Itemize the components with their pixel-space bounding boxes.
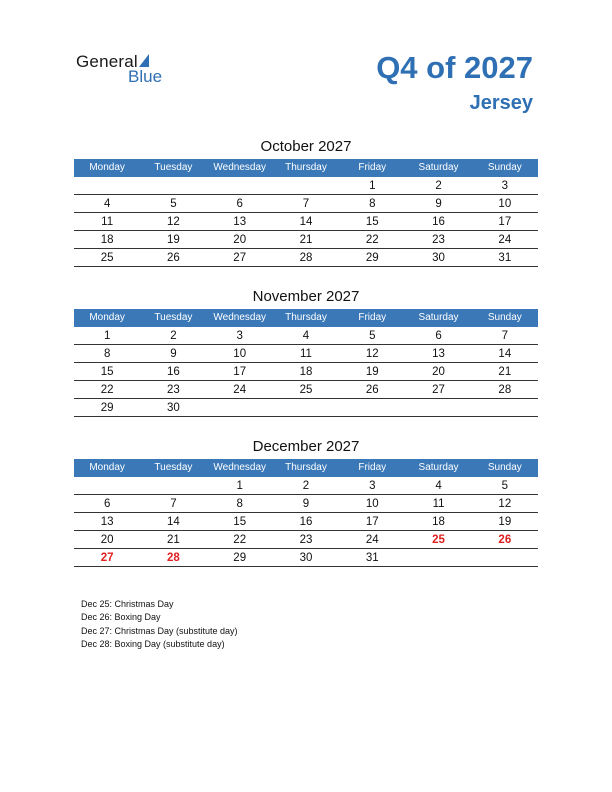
day-cell: 26 bbox=[167, 252, 180, 264]
day-cell: 3 bbox=[501, 180, 509, 192]
day-cell bbox=[472, 550, 538, 566]
weekday-header bbox=[74, 309, 538, 327]
day-cell bbox=[140, 178, 206, 194]
week-row bbox=[74, 346, 538, 363]
day-cell: 1 bbox=[103, 330, 111, 342]
day-cell: 21 bbox=[299, 234, 313, 246]
day-cell: 17 bbox=[498, 216, 512, 228]
week-row bbox=[74, 364, 538, 381]
day-cell: 27 bbox=[100, 552, 114, 564]
day-cell: 1 bbox=[369, 180, 376, 192]
month-title: October 2027 bbox=[260, 138, 352, 155]
day-cell: 9 bbox=[302, 498, 310, 510]
day-cell bbox=[472, 400, 538, 416]
day-cell bbox=[207, 400, 273, 416]
week-row bbox=[74, 178, 538, 195]
day-cell: 16 bbox=[432, 216, 445, 228]
day-cell bbox=[339, 400, 405, 416]
weekday-header bbox=[74, 459, 538, 477]
week-row bbox=[74, 232, 538, 249]
day-cell: 29 bbox=[100, 402, 114, 414]
day-cell: 16 bbox=[167, 366, 180, 378]
day-cell: 21 bbox=[167, 534, 180, 546]
weekday-label: Sunday bbox=[487, 312, 522, 323]
day-cell: 22 bbox=[100, 384, 114, 396]
day-cell: 8 bbox=[236, 498, 243, 510]
day-cell: 26 bbox=[365, 384, 379, 396]
day-cell: 25 bbox=[299, 384, 313, 396]
day-cell: 6 bbox=[435, 330, 442, 342]
day-cell: 28 bbox=[299, 252, 313, 264]
day-cell: 28 bbox=[167, 552, 180, 564]
day-cell: 9 bbox=[435, 198, 442, 210]
day-cell: 23 bbox=[167, 384, 180, 396]
day-cell: 1 bbox=[236, 480, 243, 492]
weekday-label: Thursday bbox=[285, 312, 327, 323]
day-cell: 3 bbox=[369, 480, 376, 492]
day-cell: 30 bbox=[299, 552, 313, 564]
day-cell: 18 bbox=[432, 516, 445, 528]
day-cell: 7 bbox=[501, 330, 509, 342]
page-title: Q4 of 2027 bbox=[376, 50, 533, 85]
day-cell: 24 bbox=[498, 234, 512, 246]
day-cell: 29 bbox=[365, 252, 379, 264]
weekday-label: Tuesday bbox=[154, 162, 193, 173]
day-cell: 10 bbox=[365, 498, 379, 510]
day-cell: 22 bbox=[233, 534, 247, 546]
day-cell bbox=[140, 478, 206, 494]
day-cell: 8 bbox=[103, 348, 111, 360]
day-cell: 19 bbox=[167, 234, 180, 246]
day-cell: 3 bbox=[236, 330, 243, 342]
day-cell: 28 bbox=[498, 384, 512, 396]
day-cell: 23 bbox=[432, 234, 445, 246]
day-cell: 12 bbox=[365, 348, 379, 360]
weekday-label: Wednesday bbox=[213, 462, 267, 473]
week-row bbox=[74, 478, 538, 495]
day-cell: 4 bbox=[302, 330, 310, 342]
logo-general-text: General bbox=[76, 52, 138, 71]
day-cell: 11 bbox=[101, 216, 114, 228]
logo-triangle-icon bbox=[139, 54, 149, 67]
day-cell: 21 bbox=[498, 366, 512, 378]
weekday-label: Monday bbox=[89, 312, 125, 323]
day-cell: 30 bbox=[432, 252, 445, 264]
day-cell: 18 bbox=[299, 366, 313, 378]
day-cell: 26 bbox=[498, 534, 512, 546]
page-subtitle: Jersey bbox=[469, 92, 533, 114]
day-cell: 8 bbox=[369, 198, 376, 210]
holiday-note: Dec 26: Boxing Day bbox=[81, 612, 161, 623]
month-october bbox=[74, 136, 538, 267]
day-cell bbox=[405, 550, 471, 566]
day-cell: 22 bbox=[365, 234, 379, 246]
holiday-note: Dec 25: Christmas Day bbox=[81, 599, 174, 609]
day-cell bbox=[273, 178, 339, 194]
day-cell: 15 bbox=[233, 516, 247, 528]
day-cell: 10 bbox=[498, 198, 512, 210]
weekday-label: Friday bbox=[358, 312, 387, 323]
week-row bbox=[74, 196, 538, 213]
day-cell: 24 bbox=[233, 384, 247, 396]
day-cell bbox=[207, 178, 273, 194]
day-cell: 20 bbox=[233, 234, 247, 246]
holiday-note: Dec 27: Christmas Day (substitute day) bbox=[81, 625, 238, 636]
day-cell: 2 bbox=[170, 330, 177, 342]
day-cell: 4 bbox=[103, 198, 111, 210]
day-cell: 29 bbox=[233, 552, 247, 564]
day-cell: 13 bbox=[432, 348, 445, 360]
weekday-label: Saturday bbox=[418, 462, 459, 473]
weekday-label: Saturday bbox=[418, 162, 459, 173]
day-cell: 5 bbox=[369, 330, 376, 342]
day-cell bbox=[405, 400, 471, 416]
day-cell: 7 bbox=[170, 498, 177, 510]
day-cell: 18 bbox=[100, 234, 114, 246]
logo-blue-text: Blue bbox=[128, 67, 163, 86]
day-cell: 19 bbox=[365, 366, 379, 378]
day-cell: 12 bbox=[167, 216, 180, 228]
weekday-label: Monday bbox=[89, 462, 125, 473]
day-cell: 11 bbox=[300, 348, 312, 360]
week-row bbox=[74, 550, 538, 567]
day-cell: 27 bbox=[233, 252, 247, 264]
day-cell: 24 bbox=[365, 534, 379, 546]
day-cell: 25 bbox=[432, 534, 445, 546]
day-cell: 25 bbox=[100, 252, 114, 264]
week-row bbox=[74, 214, 538, 231]
day-cell: 5 bbox=[501, 480, 509, 492]
day-cell: 31 bbox=[498, 252, 512, 264]
weekday-label: Saturday bbox=[418, 312, 459, 323]
day-cell: 2 bbox=[435, 180, 442, 192]
day-cell: 7 bbox=[302, 198, 310, 210]
day-cell: 5 bbox=[170, 198, 177, 210]
week-row bbox=[74, 532, 538, 549]
day-cell: 30 bbox=[167, 402, 180, 414]
day-cell: 12 bbox=[498, 498, 512, 510]
day-cell: 2 bbox=[302, 480, 310, 492]
weekday-label: Wednesday bbox=[213, 162, 267, 173]
day-cell bbox=[273, 400, 339, 416]
week-row bbox=[74, 328, 538, 345]
month-title: November 2027 bbox=[252, 288, 360, 305]
day-cell: 16 bbox=[299, 516, 313, 528]
day-cell: 6 bbox=[236, 198, 243, 210]
week-row bbox=[74, 400, 538, 417]
weekday-label: Friday bbox=[358, 162, 387, 173]
day-cell: 31 bbox=[365, 552, 379, 564]
day-cell: 13 bbox=[100, 516, 114, 528]
day-cell: 15 bbox=[100, 366, 114, 378]
holiday-notes bbox=[81, 598, 238, 652]
day-cell: 9 bbox=[170, 348, 177, 360]
holiday-note: Dec 28: Boxing Day (substitute day) bbox=[81, 639, 225, 650]
day-cell: 19 bbox=[498, 516, 512, 528]
weekday-label: Monday bbox=[89, 162, 125, 173]
weekday-label: Tuesday bbox=[154, 462, 193, 473]
day-cell: 14 bbox=[498, 348, 512, 360]
weekday-label: Tuesday bbox=[154, 312, 193, 323]
day-cell: 11 bbox=[432, 498, 445, 510]
day-cell: 15 bbox=[365, 216, 379, 228]
weekday-label: Thursday bbox=[285, 462, 327, 473]
weekday-label: Friday bbox=[358, 462, 387, 473]
day-cell: 20 bbox=[432, 366, 445, 378]
month-december bbox=[74, 436, 538, 567]
day-cell: 10 bbox=[233, 348, 247, 360]
month-november bbox=[74, 286, 538, 417]
week-row bbox=[74, 250, 538, 267]
day-cell bbox=[74, 178, 140, 194]
day-cell: 6 bbox=[103, 498, 111, 510]
weekday-header bbox=[74, 159, 538, 177]
month-title: December 2027 bbox=[252, 438, 360, 455]
weekday-label: Sunday bbox=[487, 162, 522, 173]
day-cell: 17 bbox=[365, 516, 379, 528]
weekday-label: Sunday bbox=[487, 462, 522, 473]
weekday-label: Wednesday bbox=[213, 312, 267, 323]
week-row bbox=[74, 514, 538, 531]
day-cell bbox=[74, 478, 140, 494]
day-cell: 14 bbox=[299, 216, 313, 228]
day-cell: 13 bbox=[233, 216, 247, 228]
day-cell: 20 bbox=[100, 534, 114, 546]
week-row bbox=[74, 382, 538, 399]
day-cell: 23 bbox=[299, 534, 313, 546]
day-cell: 17 bbox=[233, 366, 247, 378]
logo bbox=[76, 52, 176, 88]
day-cell: 4 bbox=[435, 480, 442, 492]
weekday-label: Thursday bbox=[285, 162, 327, 173]
week-row bbox=[74, 496, 538, 513]
day-cell: 14 bbox=[167, 516, 180, 528]
day-cell: 27 bbox=[432, 384, 445, 396]
